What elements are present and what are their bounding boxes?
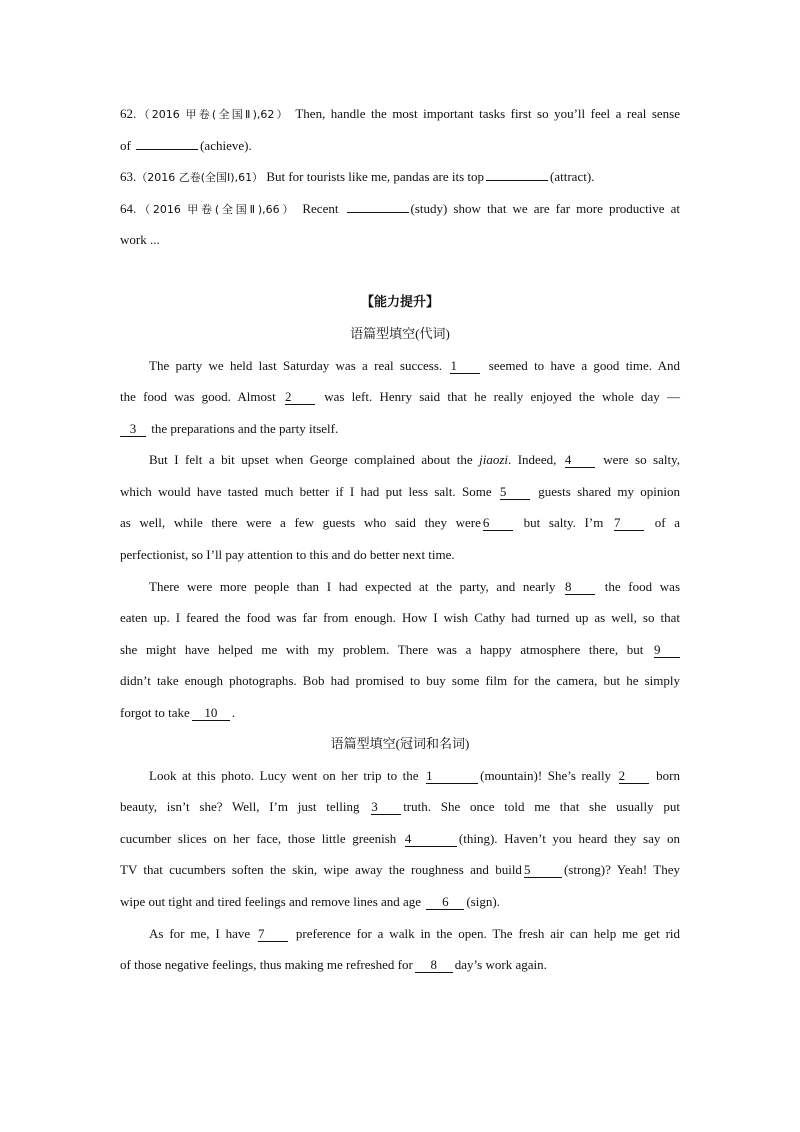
question-62-line-1	[120, 105, 680, 124]
blank-4[interactable]: 4	[405, 832, 457, 847]
blank-2[interactable]: 2	[285, 390, 315, 405]
answer-blank[interactable]	[136, 149, 198, 150]
question-64-line-1	[120, 200, 680, 219]
passage-text: There were more people than I had expected at the party, and nearly	[149, 579, 556, 594]
blank-7[interactable]: 7	[258, 927, 288, 942]
passage-text: As for me, I have	[149, 926, 251, 941]
section-title: 【能力提升】	[360, 294, 439, 309]
passage1-line-6	[120, 514, 680, 532]
passage2-line-2	[120, 798, 680, 816]
passage-text: but salty. I’m	[523, 515, 604, 530]
subtitle-pronouns: 语篇型填空(代词)	[350, 326, 450, 341]
passage1-line-5	[120, 483, 680, 501]
passage2-line-3	[120, 830, 680, 848]
passage-text: of those negative feelings, thus making me refreshed for	[120, 957, 413, 972]
passage-text: the food was good. Almost	[120, 389, 276, 404]
passage-text: But I felt a bit upset when George complained about the	[149, 452, 473, 467]
blank-2[interactable]: 2	[619, 769, 649, 784]
passage1-line-3	[120, 420, 680, 438]
passage-text: preference for a walk in the open. The fresh air can help me get rid	[295, 926, 681, 941]
passage-text: cucumber slices on her face, those little greenish	[120, 831, 397, 846]
passage1-line-2	[120, 388, 680, 406]
passage2-line-1	[149, 767, 680, 785]
passage-text: perfectionist, so I’ll pay attention to this and do better next time.	[120, 547, 455, 562]
passage-text-italic: jiaozi	[479, 452, 509, 467]
passage2-line-6	[149, 925, 680, 943]
blank-6[interactable]: 6	[426, 895, 464, 910]
passage-text: The party we held last Saturday was a real success.	[149, 358, 443, 373]
blank-10[interactable]: 10	[192, 706, 230, 721]
passage-text: of a	[654, 515, 681, 530]
passage-text: beauty, isn’t she? Well, I’m just telling	[120, 799, 360, 814]
passage1-line-8	[149, 578, 680, 596]
question-number: 64.	[120, 201, 137, 216]
question-text: Recent	[302, 201, 339, 216]
question-text: But for tourists like me, pandas are its top	[266, 169, 485, 184]
passage2-line-7	[120, 956, 680, 974]
question-text: (study) show that we are far more productive at	[410, 201, 681, 216]
question-source: （2016 甲卷(全国Ⅱ),62）	[136, 108, 290, 121]
passage-text: guests shared my opinion	[538, 484, 680, 499]
passage-text: she might have helped me with my problem. There was a happy atmosphere there, but	[120, 642, 644, 657]
question-text: of	[120, 138, 131, 153]
passage-text: the preparations and the party itself.	[151, 421, 339, 436]
passage1-line-10	[120, 641, 680, 659]
blank-3[interactable]: 3	[120, 422, 146, 437]
question-62-line-2	[120, 137, 680, 155]
word-hint: (achieve).	[200, 138, 252, 153]
blank-5[interactable]: 5	[524, 863, 562, 878]
passage-text: .	[231, 705, 236, 720]
passage-text: didn’t take enough photographs. Bob had promised to buy some film for the camera, but he simply	[120, 673, 680, 688]
passage-text: Look at this photo. Lucy went on her trip to the	[149, 768, 419, 783]
passage-text: was left. Henry said that he really enjoyed the whole day —	[324, 389, 681, 404]
passage1-line-9	[120, 609, 680, 627]
blank-9[interactable]: 9	[654, 643, 680, 658]
question-64-line-2	[120, 231, 680, 249]
passage-text: forgot to take	[120, 705, 190, 720]
passage-text: as well, while there were a few guests who said they were	[120, 515, 481, 530]
question-number: 62.	[120, 106, 137, 121]
blank-4[interactable]: 4	[565, 453, 595, 468]
passage-text: (mountain)! She’s really	[480, 768, 612, 783]
passage1-line-11	[120, 672, 680, 690]
blank-7[interactable]: 7	[614, 516, 644, 531]
subtitle-articles-nouns: 语篇型填空(冠词和名词)	[330, 736, 470, 751]
answer-blank[interactable]	[486, 180, 548, 181]
blank-6[interactable]: 6	[483, 516, 513, 531]
passage1-line-4	[149, 451, 680, 469]
blank-8[interactable]: 8	[415, 958, 453, 973]
passage2-line-5	[120, 893, 680, 911]
passage1-line-12	[120, 704, 680, 722]
passage-text: were so salty,	[603, 452, 681, 467]
passage-text: (strong)? Yeah! They	[563, 862, 680, 877]
passage-text: (thing). Haven’t you heard they say on	[458, 831, 680, 846]
answer-blank[interactable]	[347, 212, 409, 213]
passage-text: . Indeed,	[508, 452, 557, 467]
question-source: （2016 甲卷(全国Ⅱ),66）	[136, 203, 297, 216]
question-63-line-1	[120, 168, 680, 187]
passage-text: truth. She once told me that she usually put	[403, 799, 680, 814]
passage1-line-1	[149, 357, 680, 375]
passage-text: day’s work again.	[454, 957, 547, 972]
passage-text: wipe out tight and tired feelings and remove lines and age	[120, 894, 422, 909]
passage-text: the food was	[604, 579, 681, 594]
blank-8[interactable]: 8	[565, 580, 595, 595]
word-hint: (attract).	[550, 169, 595, 184]
passage1-line-7	[120, 546, 680, 564]
passage-text: born	[656, 768, 680, 783]
question-number: 63.	[120, 169, 137, 184]
passage-text: seemed to have a good time. And	[488, 358, 681, 373]
question-source: （2016 乙卷(全国Ⅰ),61）	[136, 171, 264, 184]
passage-text: which would have tasted much better if I had put less salt. Some	[120, 484, 492, 499]
passage2-line-4	[120, 861, 680, 879]
question-text: work ...	[120, 232, 160, 247]
blank-1[interactable]: 1	[426, 769, 478, 784]
passage-text: (sign).	[466, 894, 500, 909]
passage-text: TV that cucumbers soften the skin, wipe away the roughness and build	[120, 862, 522, 877]
blank-3[interactable]: 3	[371, 800, 401, 815]
blank-5[interactable]: 5	[500, 485, 530, 500]
blank-1[interactable]: 1	[450, 359, 480, 374]
question-text: Then, handle the most important tasks first so you’ll feel a real sense	[295, 106, 680, 121]
passage-text: eaten up. I feared the food was far from enough. How I wish Cathy had turned up as well, so that	[120, 610, 680, 625]
